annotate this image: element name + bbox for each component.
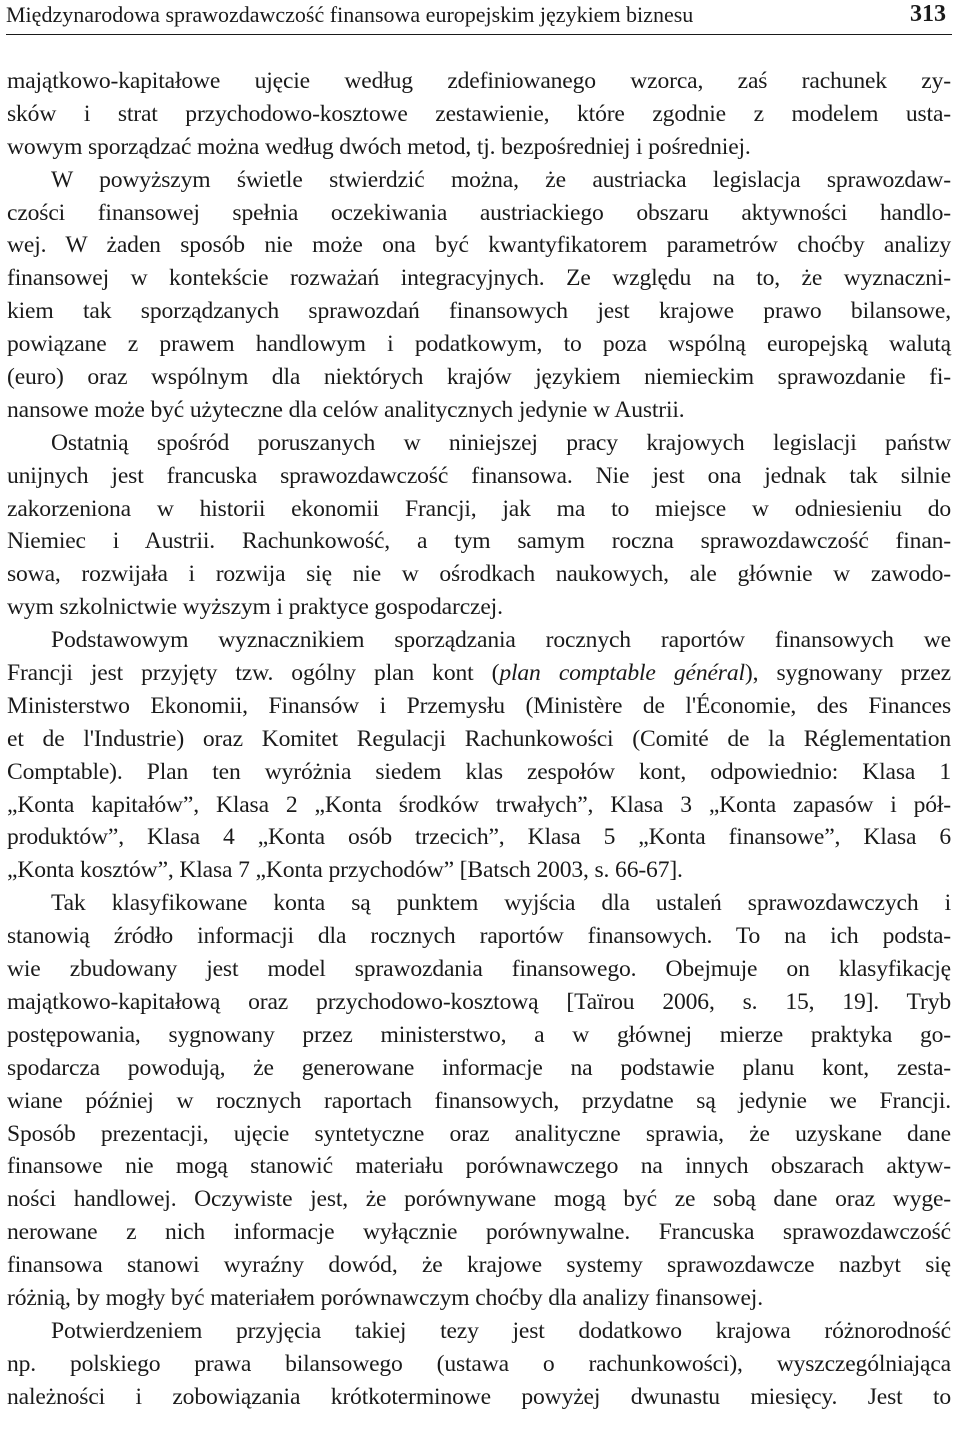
text-line: W powyższym świetle stwierdzić można, że austriacka legislacja sprawozdaw- bbox=[51, 166, 951, 193]
text-line: sków i strat przychodowo-kosztowe zestawienie, które zgodnie z modelem usta- bbox=[7, 100, 951, 127]
text-line: stanowią źródło informacji dla rocznych raportów finansowych. To na ich podsta- bbox=[7, 923, 951, 950]
text-line: wowym sporządzać można według dwóch metod, tj. bezpośredniej i pośredniej. bbox=[7, 133, 751, 160]
text-line: „Konta kosztów”, Klasa 7 „Konta przychodów” [Batsch 2003, s. 66-67]. bbox=[7, 857, 683, 884]
text-line: nerowane z nich informacje wyłącznie porównywalne. Francuska sprawozdawczość bbox=[7, 1219, 951, 1246]
text-line: różnią, by mogły być materiałem porównawczym choćby dla analizy finansowej. bbox=[7, 1284, 763, 1311]
body-text bbox=[7, 65, 951, 1414]
text-line: Ostatnią spośród poruszanych w niniejszej pracy krajowych legislacji państw bbox=[51, 429, 951, 456]
text-line: majątkowo-kapitałowe ujęcie według zdefiniowanego wzorca, zaś rachunek zy- bbox=[7, 68, 951, 94]
text-line: finansowe nie mogą stanowić materiału porównawczego na innych obszarach aktyw- bbox=[7, 1153, 951, 1180]
text-line: (euro) oraz wspólnym dla niektórych krajów językiem niemieckim sprawozdanie fi- bbox=[7, 364, 951, 391]
text-line: Niemiec i Austrii. Rachunkowość, a tym samym roczna sprawozdawczość finan- bbox=[7, 528, 951, 555]
text-line: kiem tak sporządzanych sprawozdań finansowych jest krajowe prawo bilansowe, bbox=[7, 298, 951, 325]
text-line: np. polskiego prawa bilansowego (ustawa o rachunkowości), wyszczególniająca bbox=[7, 1350, 951, 1377]
text-line: Podstawowym wyznacznikiem sporządzania rocznych raportów finansowych we bbox=[51, 627, 951, 654]
text-line: wie zbudowany jest model sprawozdania finansowego. Obejmuje on klasyfikację bbox=[7, 956, 951, 983]
text-line: sowa, rozwijała i rozwija się nie w ośrodkach naukowych, ale głównie w zawodo- bbox=[7, 561, 951, 588]
italic-term: plan comptable général bbox=[499, 660, 745, 687]
text-line: Ministerstwo Ekonomii, Finansów i Przemysłu (Ministère de l'Économie, des Finances bbox=[7, 692, 951, 719]
text-line: wiane później w rocznych raportach finansowych, przydatne są jedynie we Francji. bbox=[7, 1087, 951, 1114]
text-line: powiązane z prawem handlowym i podatkowym, to poza wspólną europejską walutą bbox=[7, 331, 951, 358]
text-line: „Konta kapitałów”, Klasa 2 „Konta środków trwałych”, Klasa 3 „Konta zapasów i pół- bbox=[7, 791, 951, 818]
running-title: Międzynarodowa sprawozdawczość finansowa europejskim językiem biznesu bbox=[6, 2, 694, 27]
text-line: wej. W żaden sposób nie może ona być kwantyfikatorem parametrów choćby analizy bbox=[7, 232, 951, 259]
text-line: postępowania, sygnowany przez ministerstwo, a w głównej mierze praktyka go- bbox=[7, 1021, 951, 1048]
page-number: 313 bbox=[910, 1, 946, 27]
text-line: finansowa stanowi wyraźny dowód, że krajowe systemy sprawozdawcze nazbyt się bbox=[7, 1252, 951, 1279]
text-line: Tak klasyfikowane konta są punktem wyjścia dla ustaleń sprawozdawczych i bbox=[51, 890, 951, 917]
text-line: et de l'Industrie) oraz Komitet Regulacji Rachunkowości (Comité de la Réglementation bbox=[7, 725, 951, 752]
text-line: Comptable). Plan ten wyróżnia siedem klas zespołów kont, odpowiednio: Klasa 1 bbox=[7, 758, 951, 785]
text-line: produktów”, Klasa 4 „Konta osób trzecich”, Klasa 5 „Konta finansowe”, Klasa 6 bbox=[7, 824, 951, 851]
page-header bbox=[6, 0, 952, 35]
text-line: ności handlowej. Oczywiste jest, że porównywane mogą być ze sobą dane oraz wyge- bbox=[7, 1186, 951, 1213]
text-line: wym szkolnictwie wyższym i praktyce gospodarczej. bbox=[7, 594, 503, 621]
text-line: Sposób prezentacji, ujęcie syntetyczne oraz analityczne sprawia, że uzyskane dane bbox=[7, 1120, 951, 1147]
text-line: Potwierdzeniem przyjęcia takiej tezy jest dodatkowo krajowa różnorodność bbox=[51, 1317, 951, 1344]
text-line: spodarcza powodują, że generowane informacje na podstawie planu kont, zesta- bbox=[7, 1054, 951, 1081]
text-line: zakorzeniona w historii ekonomii Francji, jak ma to miejsce w odniesieniu do bbox=[7, 495, 951, 522]
text-line: nansowe może być użyteczne dla celów analitycznych jedynie w Austrii. bbox=[7, 396, 685, 423]
text-line: Francji jest przyjęty tzw. ogólny plan kont (plan comptable général), sygnowany przez bbox=[7, 660, 951, 687]
text-line: unijnych jest francuska sprawozdawczość finansowa. Nie jest ona jednak tak silnie bbox=[7, 462, 951, 489]
text-line: należności i zobowiązania krótkoterminowe powyżej dwunastu miesięcy. Jest to bbox=[7, 1383, 951, 1410]
text-line: majątkowo-kapitałową oraz przychodowo-kosztową [Taïrou 2006, s. 15, 19]. Tryb bbox=[7, 988, 951, 1015]
text-line: czości finansowej spełnia oczekiwania austriackiego obszaru aktywności handlo- bbox=[7, 199, 951, 226]
text-line: finansowej w kontekście rozważań integracyjnych. Ze względu na to, że wyznaczni- bbox=[7, 265, 951, 292]
